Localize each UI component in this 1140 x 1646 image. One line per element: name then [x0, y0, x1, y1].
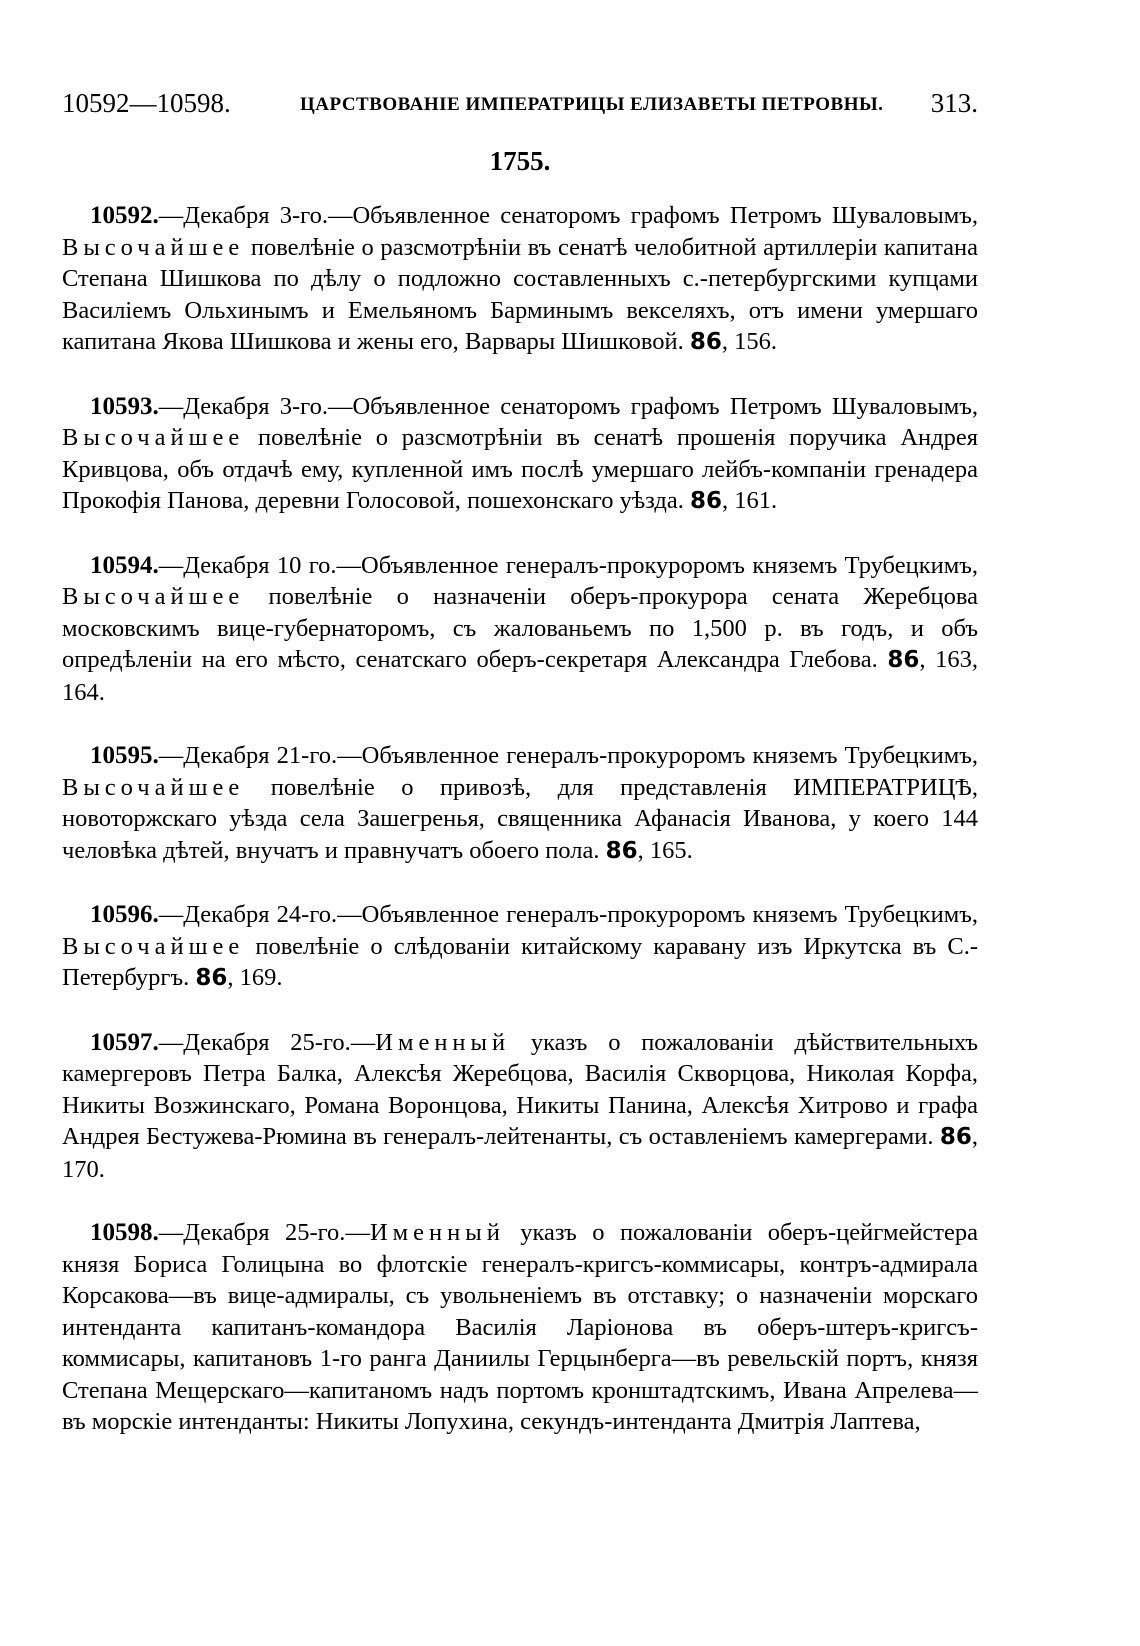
citation-pages: , 161.	[721, 487, 778, 514]
entry-text-lead: Объявленное генералъ-прокуроромъ княземъ Трубецкимъ,	[361, 551, 979, 579]
citation-volume: 86	[689, 329, 722, 355]
decree-entry: 10593.—Декабря 3-го.—Объявленное сенаторомъ графомъ Петромъ Шуваловымъ, Высочайшее повелѣніе о разсмотрѣніи въ сенатѣ прошенія поручика Андрея Кривцова, объ отдачѣ ему, купленной имъ послѣ умершаго лейбъ-компаніи гренадера Прокофія Панова, деревни Голосовой, пошехонскаго уѣзда. 86, 161.	[62, 392, 978, 514]
citation-volume: 86	[605, 837, 638, 864]
citation-volume: 86	[939, 1124, 972, 1150]
citation-pages: , 156.	[721, 328, 778, 355]
entry-text: указъ о пожалованіи оберъ-цейгмейстера князя Бориса Голицына во флотскіе генералъ-кригсъ-коммисары, контръ-адмирала Корсакова—въ вице-адмиралы, съ увольненіемъ въ отставку; о назначеніи морскаго интенданта капитанъ-командора Василія Ларіонова въ оберъ-штеръ-кригсъ-коммисары, капитановъ 1-го ранга Даниилы Герцынберга—въ ревельскій портъ, князя Степана Мещерскаго—капитаномъ надъ портомъ кронштадтскимъ, Ивана Апрелева—въ морскіе интенданты: Никиты Лопухина, секундъ-интенданта Дмитрія Лаптева,	[62, 1219, 979, 1435]
entry-date: Декабря 21-го.	[183, 742, 338, 769]
entry-number: 10593.	[90, 392, 159, 420]
entry-text: повелѣніе о назначеніи оберъ-прокурора сената Жеребцова московскимъ вице-губернаторомъ, съ жалованьемъ по 1,500 р. въ годъ, и объ опредѣленіи на его мѣсто, сенатскаго оберъ-секретаря Александра Глебова.	[62, 583, 979, 673]
entry-text: указъ о пожалованіи дѣйствительныхъ камергеровъ Петра Балка, Алексѣя Жеребцова, Василія Скворцова, Николая Корфа, Никиты Возжинскаго, Романа Воронцова, Никиты Панина, Алексѣя Хитрово и графа Андрея Бестужева-Рюмина въ генералъ-лейтенанты, съ оставленіемъ камергерами.	[62, 1028, 979, 1150]
entry-number: 10595.	[90, 742, 159, 769]
citation-volume: 86	[887, 647, 920, 673]
decree-entry: 10598.—Декабря 25-го.—Именный указъ о пожалованіи оберъ-цейгмейстера князя Бориса Голицына во флотскіе генералъ-кригсъ-коммисары, контръ-адмирала Корсакова—въ вице-адмиралы, съ увольненіемъ въ отставку; о назначеніи морскаго интенданта капитанъ-командора Василія Ларіонова въ оберъ-штеръ-кригсъ-коммисары, капитановъ 1-го ранга Даниилы Герцынберга—въ ревельскій портъ, князя Степана Мещерскаго—капитаномъ надъ портомъ кронштадтскимъ, Ивана Апрелева—въ морскіе интенданты: Никиты Лопухина, секундъ-интенданта Дмитрія Лаптева,	[62, 1219, 979, 1435]
entry-text: повелѣніе о разсмотрѣніи въ сенатѣ челобитной артиллеріи капитана Степана Шишкова по дѣлу о подложно составленныхъ с.-петербургскими купцами Василіемъ Ольхинымъ и Емельяномъ Барминымъ векселяхъ, отъ имени умершаго капитана Якова Шишкова и жены его, Варвары Шишковой.	[62, 233, 978, 355]
entry-emphasis: Высочайшее	[62, 233, 245, 261]
decree-entry: 10595.—Декабря 21-го.—Объявленное генералъ-прокуроромъ княземъ Трубецкимъ, Высочайшее повелѣніе о привозѣ, для представленія ИМПЕРАТРИЦѢ, новоторжскаго уѣзда села Зашегренья, священника Афанасія Иванова, у коего 144 человѣка дѣтей, внучатъ и правнучатъ обоего пола. 86, 165.	[62, 742, 979, 864]
entry-date: Декабря 25-го.	[183, 1219, 346, 1246]
decree-entry: 10596.—Декабря 24-го.—Объявленное генералъ-прокуроромъ княземъ Трубецкимъ, Высочайшее повелѣніе о слѣдованіи китайскому каравану изъ Иркутска въ С.-Петербургъ. 86, 169.	[62, 901, 979, 991]
entry-emphasis: Именный	[369, 1219, 505, 1246]
entry-date: Декабря 3-го.	[183, 202, 328, 229]
entry-text-lead: Объявленное генералъ-прокуроромъ княземъ Трубецкимъ,	[361, 742, 979, 769]
citation-pages: , 163, 164.	[62, 646, 979, 706]
entry-date: Декабря 24-го.	[183, 901, 338, 928]
entry-number: 10598.	[90, 1219, 159, 1246]
entry-number: 10596.	[90, 901, 159, 928]
entry-text: повелѣніе о привозѣ, для представленія ИМПЕРАТРИЦѢ, новоторжскаго уѣзда села Зашегренья, священника Афанасія Иванова, у коего 144 человѣка дѣтей, внучатъ и правнучатъ обоего пола.	[62, 773, 978, 864]
entry-number: 10597.	[90, 1028, 159, 1056]
running-head	[62, 88, 978, 128]
entry-text: повелѣніе о слѣдованіи китайскому каравану изъ Иркутска въ С.-Петербургъ.	[62, 932, 979, 991]
year-heading: 1755.	[489, 146, 551, 176]
decree-entry: 10597.—Декабря 25-го.—Именный указъ о пожалованіи дѣйствительныхъ камергеровъ Петра Балка, Алексѣя Жеребцова, Василія Скворцова, Николая Корфа, Никиты Возжинскаго, Романа Воронцова, Никиты Панина, Алексѣя Хитрово и графа Андрея Бестужева-Рюмина въ генералъ-лейтенанты, съ оставленіемъ камергерами. 86, 170.	[62, 1028, 979, 1183]
entry-emphasis: Высочайшее	[62, 773, 245, 801]
citation-volume: 86	[689, 488, 722, 514]
book-page	[62, 0, 978, 1646]
entry-text-lead: Объявленное сенаторомъ графомъ Петромъ Шуваловымъ,	[352, 392, 978, 420]
entry-number: 10592.	[90, 202, 159, 229]
decree-entry: 10594.—Декабря 10 го.—Объявленное генералъ-прокуроромъ княземъ Трубецкимъ, Высочайшее повелѣніе о назначеніи оберъ-прокурора сената Жеребцова московскимъ вице-губернаторомъ, съ жалованьемъ по 1,500 р. въ годъ, и объ опредѣленіи на его мѣсто, сенатскаго оберъ-секретаря Александра Глебова. 86, 163, 164.	[62, 551, 979, 706]
decree-entry: 10592.—Декабря 3-го.—Объявленное сенаторомъ графомъ Петромъ Шуваловымъ, Высочайшее повелѣніе о разсмотрѣніи въ сенатѣ челобитной артиллеріи капитана Степана Шишкова по дѣлу о подложно составленныхъ с.-петербургскими купцами Василіемъ Ольхинымъ и Емельяномъ Барминымъ векселяхъ, отъ имени умершаго капитана Якова Шишкова и жены его, Варвары Шишковой. 86, 156.	[62, 202, 978, 355]
citation-pages: , 170.	[62, 1123, 978, 1183]
entry-emphasis: Высочайшее	[62, 583, 245, 610]
entry-date: Декабря 25-го.	[183, 1028, 351, 1056]
entry-number: 10594.	[90, 551, 159, 579]
entry-emphasis: Высочайшее	[62, 424, 245, 451]
entry-date: Декабря 10 го.	[183, 551, 337, 579]
entry-text: повелѣніе о разсмотрѣніи въ сенатѣ прошенія поручика Андрея Кривцова, объ отдачѣ ему, купленной имъ послѣ умершаго лейбъ-компаніи гренадера Прокофія Панова, деревни Голосовой, пошехонскаго уѣзда.	[62, 424, 978, 514]
entry-text-lead: Объявленное генералъ-прокуроромъ княземъ Трубецкимъ,	[361, 901, 979, 928]
entry-emphasis: Высочайшее	[62, 932, 245, 960]
entry-emphasis: Именный	[375, 1028, 511, 1056]
entry-date: Декабря 3-го.	[183, 392, 328, 420]
citation-pages: , 169.	[227, 964, 283, 991]
entries-list	[62, 200, 978, 1470]
entry-range: 10592—10598.	[62, 88, 231, 118]
citation-volume: 86	[195, 965, 228, 991]
running-title: ЦАРСТВОВАНІЕ ИМПЕРАТРИЦЫ ЕЛИЗАВЕТЫ ПЕТРОВНЫ.	[300, 94, 884, 115]
entry-text-lead: Объявленное сенаторомъ графомъ Петромъ Шуваловымъ,	[352, 202, 978, 229]
citation-pages: , 165.	[637, 836, 693, 864]
page-number: 313.	[930, 88, 978, 118]
